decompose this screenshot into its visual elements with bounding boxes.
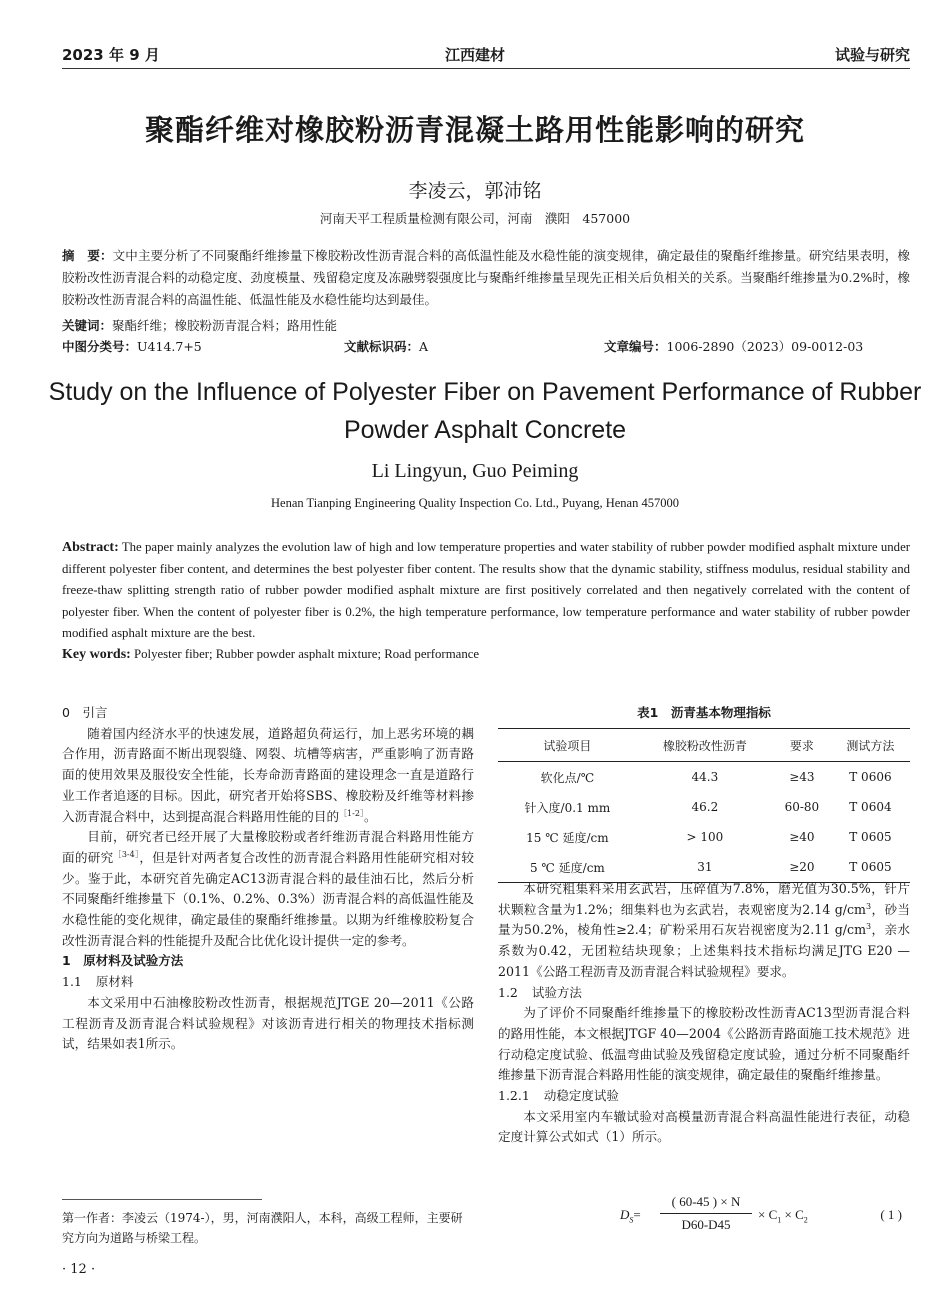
table-cell: 软化点/℃: [540, 770, 595, 785]
table1-header: 要求: [773, 729, 831, 762]
formula-number: ( 1 ): [880, 1207, 902, 1222]
formula-1: [620, 1194, 910, 1244]
formula-lhs-symbol: D: [620, 1207, 630, 1222]
formula-equals: =: [633, 1207, 641, 1222]
p2-text: 目前，研究者已经开展了大量橡胶粉或者纤维沥青混合料路用性能方面的研究: [62, 829, 474, 865]
s121-title: 动稳定度试验: [543, 1088, 619, 1104]
keywords-cn-text: 聚酯纤维；橡胶粉沥青混合料；路用性能: [112, 318, 338, 333]
paragraph-methods: 为了评价不同聚酯纤维掺量下的橡胶粉改性沥青AC13型沥青混合料的路用性能，本文根据JTGF 40—2004《公路沥青路面施工技术规范》进行动稳定度试验、低温弯曲试验及残留稳定度试验，通过分析不同聚酯纤维掺量下沥青混合料路用性能的演变规律，确定最佳的聚酯纤维掺量。: [498, 1005, 910, 1083]
table-row: [498, 822, 910, 852]
abstract-cn-text: 文中主要分析了不同聚酯纤维掺量下橡胶粉改性沥青混合料的高低温性能及水稳性能的演变规律，确定最佳的聚酯纤维掺量。研究结果表明，橡胶粉改性沥青混合料的动稳定度、劲度模量、残留稳定度及冻融劈裂强度比与聚酯纤维掺量呈现先正相关后负相关的关系。当聚酯纤维掺量为0.2%时，橡胶粉改性沥青混合料的高温性能、低温性能及水稳性能均达到最佳。: [62, 248, 910, 307]
table1: [498, 728, 910, 883]
table-row: [498, 852, 910, 883]
formula-numerator: ( 60-45 ) × N: [660, 1194, 752, 1214]
formula-fraction: [660, 1194, 752, 1233]
formula-c2: × C: [784, 1207, 804, 1222]
affiliation-en: Henan Tianping Engineering Quality Inspection Co. Ltd., Puyang, Henan 457000: [271, 496, 679, 510]
right-column: [498, 879, 910, 1148]
header-section: 试验与研究: [834, 46, 910, 64]
section-0-heading: 0 引言: [62, 705, 108, 720]
authors-cn: 李凌云，郭沛铭: [408, 180, 542, 202]
s11-num: 1.1: [62, 974, 82, 990]
formula-c2-sub: 2: [803, 1215, 808, 1225]
header-rule: [62, 68, 910, 69]
table1-caption: 表1 沥青基本物理指标: [637, 705, 771, 720]
table-cell: 15 ℃ 延度/cm: [526, 830, 609, 845]
s11-title: 原材料: [95, 974, 134, 990]
table-cell: 31: [637, 852, 773, 883]
clc-label: 中图分类号：: [62, 339, 138, 354]
abstract-en: [62, 537, 910, 645]
p2-ref: ［3-4］: [113, 849, 140, 859]
table1-header: 测试方法: [831, 729, 910, 762]
table-row: [498, 762, 910, 793]
p4-sup2: 3: [866, 922, 872, 932]
formula-c1: × C: [758, 1207, 778, 1222]
formula-lhs: [620, 1207, 641, 1223]
table-cell: ≥43: [789, 770, 815, 784]
table-cell: 5 ℃ 延度/cm: [498, 852, 637, 883]
p1-text: 随着国内经济水平的快速发展，道路超负荷运行，加上恶劣环境的耦合作用，沥青路面不断出现裂缝、网裂、坑槽等病害，严重影响了沥青路面的使用效果及服役安全性能，长寿命沥青路面的建设理念一直是道路行业工作者追逐的目标。因此，研究者开始将SBS、橡胶粉及纤维等材料掺入沥青混合料中，达到提高混合料路用性能的目的: [62, 725, 474, 824]
paragraph-intro-1: [62, 724, 474, 828]
table-cell: T 0606: [849, 770, 892, 784]
article-label: 文章编号：: [604, 339, 667, 354]
paragraph-materials: 本文采用中石油橡胶粉改性沥青，根据规范JTGE 20—2011《公路工程沥青及沥青混合料试验规程》对该沥青进行相关的物理技术指标测试，结果如表1所示。: [62, 994, 474, 1052]
article-value: 1006-2890（2023）09-0012-03: [666, 339, 864, 354]
table-cell: 60-80: [784, 800, 820, 814]
authors-en: Li Lingyun, Guo Peiming: [371, 460, 579, 482]
section-1-heading: 1 原材料及试验方法: [62, 953, 184, 969]
header-date: 2023 年 9 月: [62, 46, 160, 64]
table1-header: 橡胶粉改性沥青: [637, 729, 773, 762]
title-cn: 聚酯纤维对橡胶粉沥青混凝土路用性能影响的研究: [144, 113, 805, 147]
keywords-cn: [62, 315, 910, 337]
footnote-rule: [62, 1199, 262, 1200]
keywords-cn-label: 关键词：: [62, 318, 113, 333]
table-cell: > 100: [686, 830, 724, 844]
keywords-en-text: Polyester fiber; Rubber powder asphalt mixture; Road performance: [134, 647, 480, 661]
formula-factors: [758, 1207, 808, 1223]
abstract-cn-label: 摘 要：: [62, 248, 113, 263]
p1-end: 。: [363, 808, 377, 824]
affiliation-cn: 河南天平工程质量检测有限公司，河南 濮阳 457000: [319, 211, 631, 226]
abstract-en-label: Abstract:: [62, 540, 119, 555]
page-number: · 12 ·: [62, 1262, 96, 1277]
s12-title: 试验方法: [531, 984, 582, 1000]
formula-denominator: D60-D45: [681, 1217, 731, 1232]
section-1-1-heading: [62, 972, 474, 993]
keywords-en-label: Key words:: [62, 647, 131, 662]
paragraph-aggregates: [498, 879, 910, 983]
table1-header: 试验项目: [498, 729, 637, 762]
abstract-en-text: The paper mainly analyzes the evolution law of high and low temperature properties and water stability of rubber powder modified asphalt mixture under different polyester fiber content, and determines the best polyester fiber content. The results show that the dynamic stability, stiffness modulus, residual stability and freeze-thaw splitting strength ratio of rubber powder modified asphalt mixture are first positively correlated and then negatively correlated with the content of polyester fiber. When the content of polyester fiber is 0.2%, the high temperature performance, low temperature performance and water stability of rubber powder modified asphalt mixture are the best.: [62, 540, 911, 640]
p2-end: ，但是针对两者复合改性的沥青混合料路用性能研究相对较少。鉴于此，本研究首先确定AC13沥青混合料的最佳油石比，然后分析不同聚酯纤维掺量下（0.1%、0.2%、0.3%）沥青混合料的高低温性能及水稳性能的变化规律，确定最佳的聚酯纤维掺量。以期为纤维橡胶粉复合改性沥青混合料的性能提升及配合比优化设计提供一定的参考。: [62, 849, 475, 948]
table-cell: 44.3: [691, 770, 719, 784]
clc-number: [62, 337, 202, 355]
article-number: [604, 337, 863, 355]
clc-value: U414.7+5: [137, 339, 202, 354]
p1-ref: ［1-2］: [339, 808, 364, 818]
doc-code: [344, 337, 428, 355]
footnote: 第一作者：李凌云（1974-），男，河南濮阳人，本科，高级工程师，主要研究方向为道路与桥梁工程。: [62, 1211, 463, 1245]
paragraph-dynamic-stability: 本文采用室内车辙试验对高模量沥青混合料高温性能进行表征，动稳定度计算公式如式（1）所示。: [498, 1108, 910, 1145]
formula-c1-sub: 1: [777, 1215, 782, 1225]
title-en: Study on the Influence of Polyester Fiber on Pavement Performance of Rubber Powder Asphalt Concrete: [48, 378, 922, 444]
keywords-en: [62, 644, 910, 666]
doc-label: 文献标识码：: [344, 339, 420, 354]
p4-text-b: ，砂当量为50.2%，棱角性≥2.4；矿粉采用石灰岩视密度为2.11 g/cm: [498, 901, 911, 938]
s12-num: 1.2: [498, 984, 518, 1000]
header-journal: 江西建材: [444, 46, 505, 64]
table-cell: T 0604: [849, 800, 892, 814]
section-1-2-heading: [498, 983, 910, 1004]
table-cell: ≥20: [773, 852, 831, 883]
table-cell: 46.2: [691, 800, 719, 814]
formula-lhs-sub: S: [629, 1215, 634, 1225]
table-row: [498, 792, 910, 822]
abstract-cn: [62, 245, 910, 311]
p4-text-a: 本研究粗集料采用玄武岩，压碎值为7.8%，磨光值为30.5%，针片状颗粒含量为1.2%；细集料也为玄武岩，表观密度为2.14 g/cm: [498, 881, 910, 917]
s121-num: 1.2.1: [498, 1088, 530, 1104]
table-cell: T 0605: [849, 830, 892, 844]
table-cell: ≥40: [789, 830, 815, 844]
table-cell: T 0605: [831, 852, 910, 883]
left-column: [62, 703, 474, 1055]
p4-sup1: 3: [866, 901, 872, 911]
table-cell: 针入度/0.1 mm: [524, 800, 611, 815]
p4-text-c: ，亲水系数为0.42，无团粒结块现象；上述集料技术指标均满足JTG E20 —2011《公路工程沥青及沥青混合料试验规程》要求。: [498, 922, 910, 979]
section-1-2-1-heading: [498, 1086, 910, 1107]
paragraph-intro-2: [62, 827, 474, 951]
doc-value: A: [419, 339, 429, 354]
table1-header-row: [498, 729, 910, 762]
